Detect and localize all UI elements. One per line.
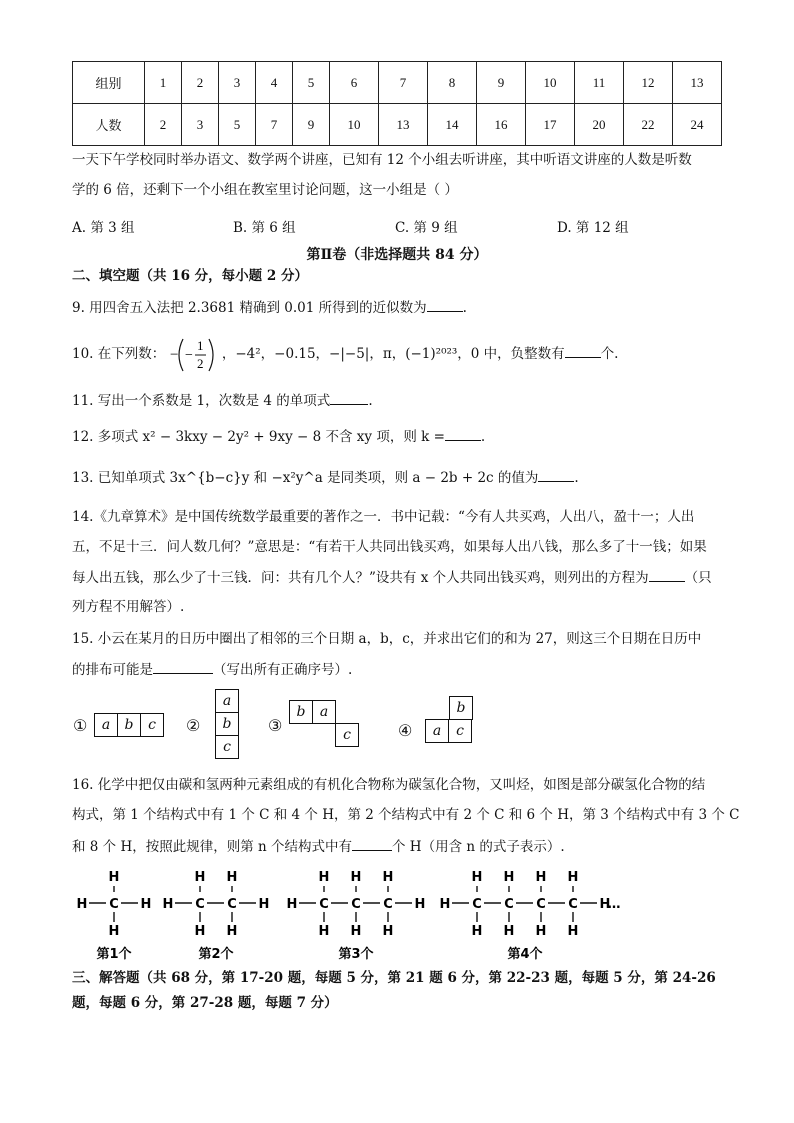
q14-line1: 14.《九章算术》是中国传统数学最重要的著作之一．书中记载：“今有人共买鸡，人出八，盈十一；人出 — [72, 509, 695, 525]
q14-line3-tail: （只 — [684, 570, 712, 586]
group-table — [72, 61, 722, 146]
q16-line3-tail: 个 H（用含 n 的式子表示）. — [392, 839, 565, 855]
table-cell: 13 — [379, 104, 428, 146]
q8-option-b: B. 第 6 组 — [233, 220, 296, 236]
atom-c: C — [109, 897, 119, 912]
q8-option-d: D. 第 12 组 — [557, 220, 629, 236]
q12-suffix: . — [480, 429, 486, 445]
q9-answer-blank — [427, 297, 463, 312]
cell-b: b — [117, 713, 141, 737]
q14-line3 — [72, 567, 712, 588]
q12 — [72, 426, 485, 447]
table-cell: 5 — [219, 104, 256, 146]
structure-caption: 第1个 — [96, 947, 132, 962]
table-cell: 3 — [182, 104, 219, 146]
cell-a: a — [215, 689, 239, 713]
q10-items: ，−4²，−0.15，−|−5|，π，(−1)²⁰²³，0 中，负整数有 — [221, 346, 565, 362]
table-cell: 16 — [477, 104, 526, 146]
table-header-group: 组别 — [73, 62, 145, 104]
q14-line3-text: 每人出五钱，那么少了十三钱．问：共有几个人？”设共有 x 个人共同出钱买鸡，则列出的方程为 — [72, 570, 649, 586]
atom-h: H — [226, 870, 238, 885]
q15-line2-tail: （写出所有正确序号）. — [213, 662, 353, 678]
atom-c: C — [227, 897, 237, 912]
q15-line2 — [72, 659, 352, 680]
q13-answer-blank — [538, 467, 574, 482]
table-cell: 22 — [624, 104, 673, 146]
q12-answer-blank — [445, 426, 481, 441]
ellipsis: … — [607, 897, 621, 912]
section3-line2: 题，每题 6 分，第 27-28 题，每题 7 分） — [72, 995, 338, 1011]
q9: 9. 用四舍五入法把 2.3681 精确到 0.01 所得到的近似数为 . — [72, 297, 467, 318]
table-cell: 24 — [673, 104, 722, 146]
calendar-arrangement-3 — [290, 700, 359, 747]
table-cell: 13 — [673, 62, 722, 104]
atom-h: H — [599, 897, 611, 912]
table-cell: 3 — [219, 62, 256, 104]
table-cell: 7 — [379, 62, 428, 104]
q15-line2-text: 的排布可能是 — [72, 662, 153, 678]
q15-line1: 15. 小云在某月的日历中圈出了相邻的三个日期 a，b，c，并求出它们的和为 27，则这三个日期在日历中 — [72, 631, 702, 647]
calendar-arrangement-2 — [215, 689, 239, 759]
q10-suffix: 个. — [600, 346, 619, 362]
atom-c: C — [568, 897, 578, 912]
atom-h: H — [439, 897, 451, 912]
section2-title: 第Ⅱ卷（非选择题共 84 分） — [306, 247, 488, 263]
table-header-count: 人数 — [73, 104, 145, 146]
atom-c: C — [195, 897, 205, 912]
atom-h: H — [535, 870, 547, 885]
table-row-counts — [73, 104, 722, 146]
structure-caption: 第2个 — [198, 947, 234, 962]
table-cell: 11 — [575, 62, 624, 104]
table-cell: 10 — [526, 62, 575, 104]
atom-h: H — [286, 897, 298, 912]
atom-h: H — [471, 924, 483, 939]
cell-b: b — [215, 712, 239, 736]
atom-h: H — [414, 897, 426, 912]
atom-c: C — [472, 897, 482, 912]
q8-text-line1: 一天下午学校同时举办语文、数学两个讲座，已知有 12 个小组去听讲座，其中听语文讲座的人数是听数 — [72, 152, 692, 168]
atom-h: H — [108, 870, 120, 885]
table-cell: 4 — [256, 62, 293, 104]
svg-text:−: − — [169, 346, 179, 363]
q14-line2: 五，不足十三．问人数几何？”意思是：“有若干人共同出钱买鸡，如果每人出八钱，那么多了十一钱；如果 — [72, 539, 707, 555]
option-2-label: ② — [186, 716, 201, 735]
q16-line3 — [72, 836, 565, 857]
table-cell: 17 — [526, 104, 575, 146]
q10-answer-blank — [565, 343, 601, 358]
atom-c: C — [319, 897, 329, 912]
q10-fraction-expr — [170, 334, 218, 376]
cell-c: c — [140, 713, 164, 737]
table-cell: 9 — [293, 104, 330, 146]
q15-answer-blank — [153, 659, 213, 674]
table-cell: 2 — [145, 104, 182, 146]
q16-line3-text: 和 8 个 H，按照此规律，则第 n 个结构式中有 — [72, 839, 353, 855]
hydrocarbon-structures — [0, 860, 794, 970]
cell-c: c — [215, 735, 239, 759]
q11-text: 11. 写出一个系数是 1，次数是 4 的单项式 — [72, 393, 331, 409]
table-cell: 7 — [256, 104, 293, 146]
cell-c: c — [335, 723, 359, 747]
table-row-groups — [73, 62, 722, 104]
atom-h: H — [140, 897, 152, 912]
cell-a: a — [312, 700, 336, 724]
q13-suffix: . — [574, 470, 579, 486]
atom-h: H — [318, 924, 330, 939]
svg-text:2: 2 — [196, 355, 204, 371]
svg-text:1: 1 — [196, 337, 204, 353]
fill-section-header: 二、填空题（共 16 分，每小题 2 分） — [72, 268, 308, 284]
atom-h: H — [162, 897, 174, 912]
atom-h: H — [76, 897, 88, 912]
q14-answer-blank — [649, 567, 685, 582]
q10-prefix: 10. 在下列数： — [72, 346, 166, 362]
q9-text: 9. 用四舍五入法把 2.3681 精确到 0.01 所得到的近似数为 — [72, 300, 427, 316]
q14-line4: 列方程不用解答）. — [72, 599, 185, 615]
q10 — [72, 337, 619, 371]
q16-line1: 16. 化学中把仅由碳和氢两种元素组成的有机化合物称为碳氢化合物，又叫烃，如图是部分碳氢化合物的结 — [72, 777, 706, 793]
table-cell: 10 — [330, 104, 379, 146]
structure-caption: 第4个 — [507, 947, 543, 962]
cell-b: b — [289, 700, 313, 724]
cell-a: a — [425, 719, 449, 743]
option-4-label: ④ — [398, 721, 413, 740]
cell-b: b — [449, 696, 473, 720]
q8-option-a: A. 第 3 组 — [72, 220, 135, 236]
atom-c: C — [351, 897, 361, 912]
option-1-label: ① — [73, 716, 88, 735]
atom-h: H — [350, 924, 362, 939]
calendar-arrangement-4 — [426, 696, 473, 743]
cell-c: c — [448, 719, 472, 743]
q16-line2: 构式，第 1 个结构式中有 1 个 C 和 4 个 H，第 2 个结构式中有 2 个 C 和 6 个 H，第 3 个结构式中有 3 个 C — [72, 807, 740, 823]
q8-option-c: C. 第 9 组 — [395, 220, 458, 236]
q11-answer-blank — [330, 390, 368, 405]
atom-h: H — [503, 870, 515, 885]
atom-h: H — [258, 897, 270, 912]
atom-h: H — [382, 924, 394, 939]
section3-line1: 三、解答题（共 68 分，第 17-20 题，每题 5 分，第 21 题 6 分，第 22-23 题，每题 5 分，第 24-26 — [72, 970, 716, 986]
table-cell: 2 — [182, 62, 219, 104]
q13 — [72, 467, 579, 488]
q11: 11. 写出一个系数是 1，次数是 4 的单项式 . — [72, 390, 373, 411]
atom-c: C — [504, 897, 514, 912]
atom-c: C — [536, 897, 546, 912]
atom-h: H — [382, 870, 394, 885]
atom-h: H — [535, 924, 547, 939]
atom-h: H — [503, 924, 515, 939]
q12-prefix: 12. 多项式 x² − 3kxy − 2y² + 9xy − 8 不含 xy 项，则 k = — [72, 429, 445, 445]
atom-h: H — [567, 870, 579, 885]
table-cell: 6 — [330, 62, 379, 104]
q8-text-line2: 学的 6 倍，还剩下一个小组在教室里讨论问题，这一小组是（ ） — [72, 182, 458, 198]
svg-text:−: − — [184, 347, 193, 363]
atom-h: H — [108, 924, 120, 939]
atom-h: H — [318, 870, 330, 885]
table-cell: 20 — [575, 104, 624, 146]
table-cell: 12 — [624, 62, 673, 104]
calendar-arrangement-1 — [95, 713, 164, 737]
atom-h: H — [226, 924, 238, 939]
atom-h: H — [567, 924, 579, 939]
table-cell: 8 — [428, 62, 477, 104]
q16-answer-blank — [352, 836, 392, 851]
table-cell: 1 — [145, 62, 182, 104]
structure-caption: 第3个 — [338, 947, 374, 962]
atom-h: H — [471, 870, 483, 885]
atom-h: H — [194, 870, 206, 885]
atom-h: H — [350, 870, 362, 885]
table-cell: 5 — [293, 62, 330, 104]
option-3-label: ③ — [268, 716, 283, 735]
cell-a: a — [94, 713, 118, 737]
atom-h: H — [194, 924, 206, 939]
table-cell: 14 — [428, 104, 477, 146]
table-cell: 9 — [477, 62, 526, 104]
atom-c: C — [383, 897, 393, 912]
q13-prefix: 13. 已知单项式 3x^{b−c}y 和 −x²y^a 是同类项，则 a − 2b + 2c 的值为 — [72, 470, 539, 486]
